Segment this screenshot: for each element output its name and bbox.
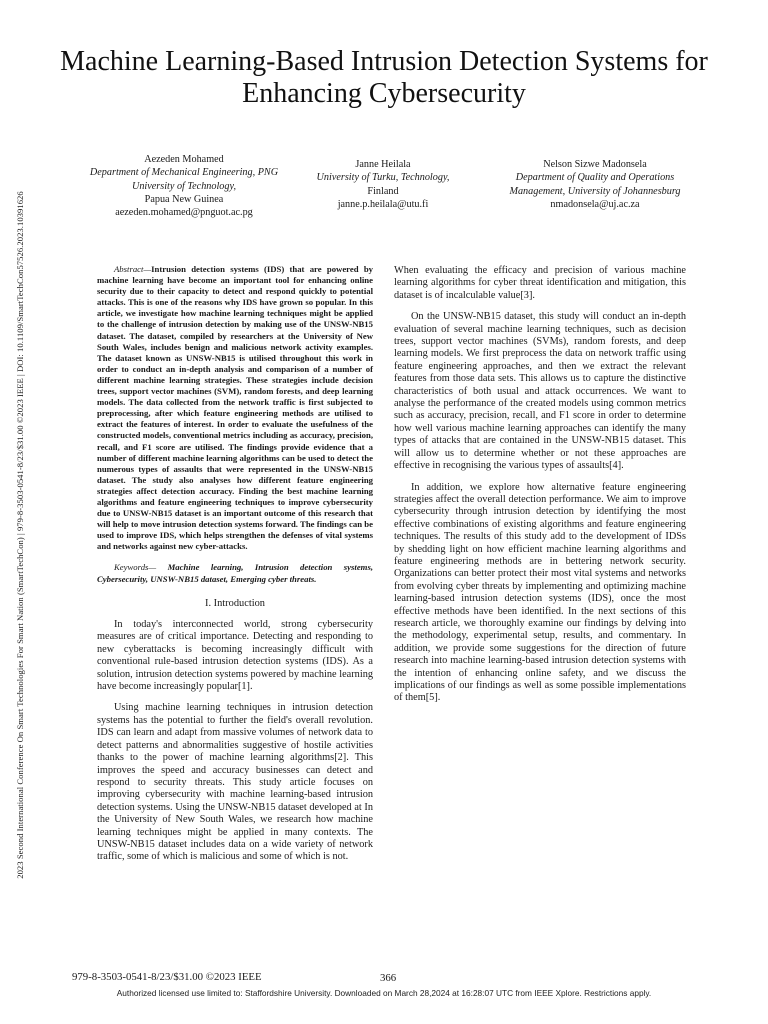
keywords-text: Machine learning, Intrusion detection systems, Cybersecurity, UNSW-NB15 dataset, Emerging cyber threats. <box>97 562 373 584</box>
author-affiliation: University of Turku, Technology, <box>316 172 450 184</box>
left-column <box>97 264 373 873</box>
author-block-1 <box>84 153 284 219</box>
abstract-text: Intrusion detection systems (IDS) that are powered by machine learning have become an important tool for enhancing online security due to their capacity to detect and respond quickly to potential attacks. This is one of the reasons why IDS have grown so popular. In this article, we investigate how machine learning techniques might be applied to the challenge of intrusion detection by making use of the UNSW-NB15 dataset. The dataset, compiled by researchers at the University of New South Wales, includes benign and malicious network activity examples. The dataset known as UNSW-NB15 is utilised throughout this work in order to conduct an in-depth analysis and comparison of a number of different machine learning strategies. These strategies include decision trees, support vector machines (SVM), random forests, and deep learning models. The data collected from the network traffic is first subjected to preprocessing, after which feature engineering methods are utilised to extract the features of interest. In order to evaluate the usefulness of the constructed models, conventional metrics including as accuracy, precision, recall, and F1 score are utilised. The findings provide evidence that a number of different machine learning algorithms can be used to detect the numerous types of assaults that were represented in the UNSW-NB15 dataset. The study also analyses how different feature engineering strategies affect detection accuracy. Finding the best machine learning algorithms and feature engineering techniques to improve cybersecurity due to UNSW-NB15 dataset is an important outcome of this research that will help to move intrusion detection systems forward. The findings can be used to improve IDS, which helps strengthen the defenses of vital systems and networks against new cyber-attacks. <box>97 264 373 552</box>
keywords <box>97 562 373 584</box>
author-name: Nelson Sizwe Madonsela <box>543 159 647 170</box>
intro-paragraph-2: Using machine learning techniques in intrusion detection systems has the potential to further the field's overall revolution. IDS can learn and adapt from massive volumes of network data to detect patterns and abnormalities suggestive of hostile activities thanks to the power of machine learning algorithms[2]. This improves the speed and accuracy businesses can detect and respond to security threats. This study article focuses on improving cybersecurity with machine learning-based intrusion detection systems. Using the UNSW-NB15 dataset developed at In the University of New South Wales, we research how machine learning techniques might be applied in many contexts. The UNSW-NB15 dataset includes data on a wide variety of network traffic, some of which is malicious and some of which is not. <box>97 702 373 863</box>
abstract <box>97 264 373 552</box>
authorized-use-notice: Authorized licensed use limited to: Staffordshire University. Downloaded on March 28,2024 at 16:28:07 UTC from IEEE Xplore. Restrictions apply. <box>116 988 652 998</box>
paper-title: Machine Learning-Based Intrusion Detection Systems for Enhancing Cybersecurity <box>60 46 708 109</box>
right-paragraph-3: In addition, we explore how alternative feature engineering strategies affect the overall detection performance. We aim to improve cybersecurity through intrusion detection by identifying the most effective combinations of existing algorithms and feature engineering techniques. The results of this study add to the development of IDSs by shedding light on how efficient machine learning algorithms and feature engineering methods are in bettering network security. Organizations can better protect their most vital systems and networks from evolving cyber threats by implementing and optimizing machine learning-based intrusion detection systems (IDS), once the most effective methods have been identified. In the next sections of this research article, we thoroughly examine our findings by delving into the methodology, experimental setup, results, and commentary. In addition, we provide some suggestions for the direction of future research into machine learning-based intrusion detection systems with the intention of enhancing online safety, and we discuss the implications of our findings as well as some possible implementations of them[5]. <box>394 481 686 704</box>
page-number: 366 <box>380 972 397 984</box>
author-affiliation: Department of Quality and Operations Management, University of Johannesburg <box>509 172 681 197</box>
section-heading-introduction: I. Introduction <box>204 597 266 609</box>
author-location: Papua New Guinea <box>144 193 224 205</box>
intro-paragraph-1: In today's interconnected world, strong cybersecurity measures are of critical importance. Detecting and responding to new cyberattacks is becoming increasingly difficult with conventional rule-based intrusion detection systems (IDS). As a solution, intrusion detection systems powered by machine learning have become increasingly popular[1]. <box>97 619 373 693</box>
author-block-3 <box>504 158 686 211</box>
right-column <box>394 265 686 714</box>
footer-isbn: 979-8-3503-0541-8/23/$31.00 ©2023 IEEE <box>72 971 262 983</box>
side-identifier-text: 2023 Second International Conference On Smart Technologies For Smart Nation (SmartTechCon) | 979-8-3503-0541-8/23/$31.00 ©2023 IEEE | DOI: 10.1109/SmartTechCon57526.2023.10391626 <box>15 191 25 879</box>
author-email: janne.p.heilala@utu.fi <box>337 198 429 210</box>
author-affiliation: Department of Mechanical Engineering, PNG University of Technology, <box>89 167 279 192</box>
side-identifier <box>10 100 30 970</box>
author-location: Finland <box>367 185 399 197</box>
author-email: aezeden.mohamed@pnguot.ac.pg <box>115 207 253 219</box>
author-name: Janne Heilala <box>355 159 411 170</box>
author-block-2 <box>299 158 467 211</box>
author-email: nmadonsela@uj.ac.za <box>550 198 640 210</box>
keywords-lead: Keywords— <box>114 562 157 573</box>
abstract-lead: Abstract— <box>114 264 152 274</box>
right-paragraph-1: When evaluating the efficacy and precision of various machine learning algorithms for cyber threat identification and mitigation, this dataset is of incalculable value[3]. <box>394 265 686 301</box>
right-paragraph-2: On the UNSW-NB15 dataset, this study will conduct an in-depth evaluation of several machine learning techniques, such as decision trees, support vector machines (SVMs), random forests, and deep learning models. We first preprocess the data on network traffic using feature engineering approaches, and then we extract the relevant features from those data sets. This allows us to capture the distinctive characteristics of both usual and attack occurrences. We want to analyse the performance of the created models using common metrics such as accuracy, precision, recall, and F1 score in order to determine how well various machine learning approaches can identify the many types of attacks that are contained in the UNSW-NB15 dataset. This will allow us to determine whether or not these approaches are effective in recognising the various types of assaults[4]. <box>394 311 686 472</box>
author-name: Aezeden Mohamed <box>144 154 224 165</box>
